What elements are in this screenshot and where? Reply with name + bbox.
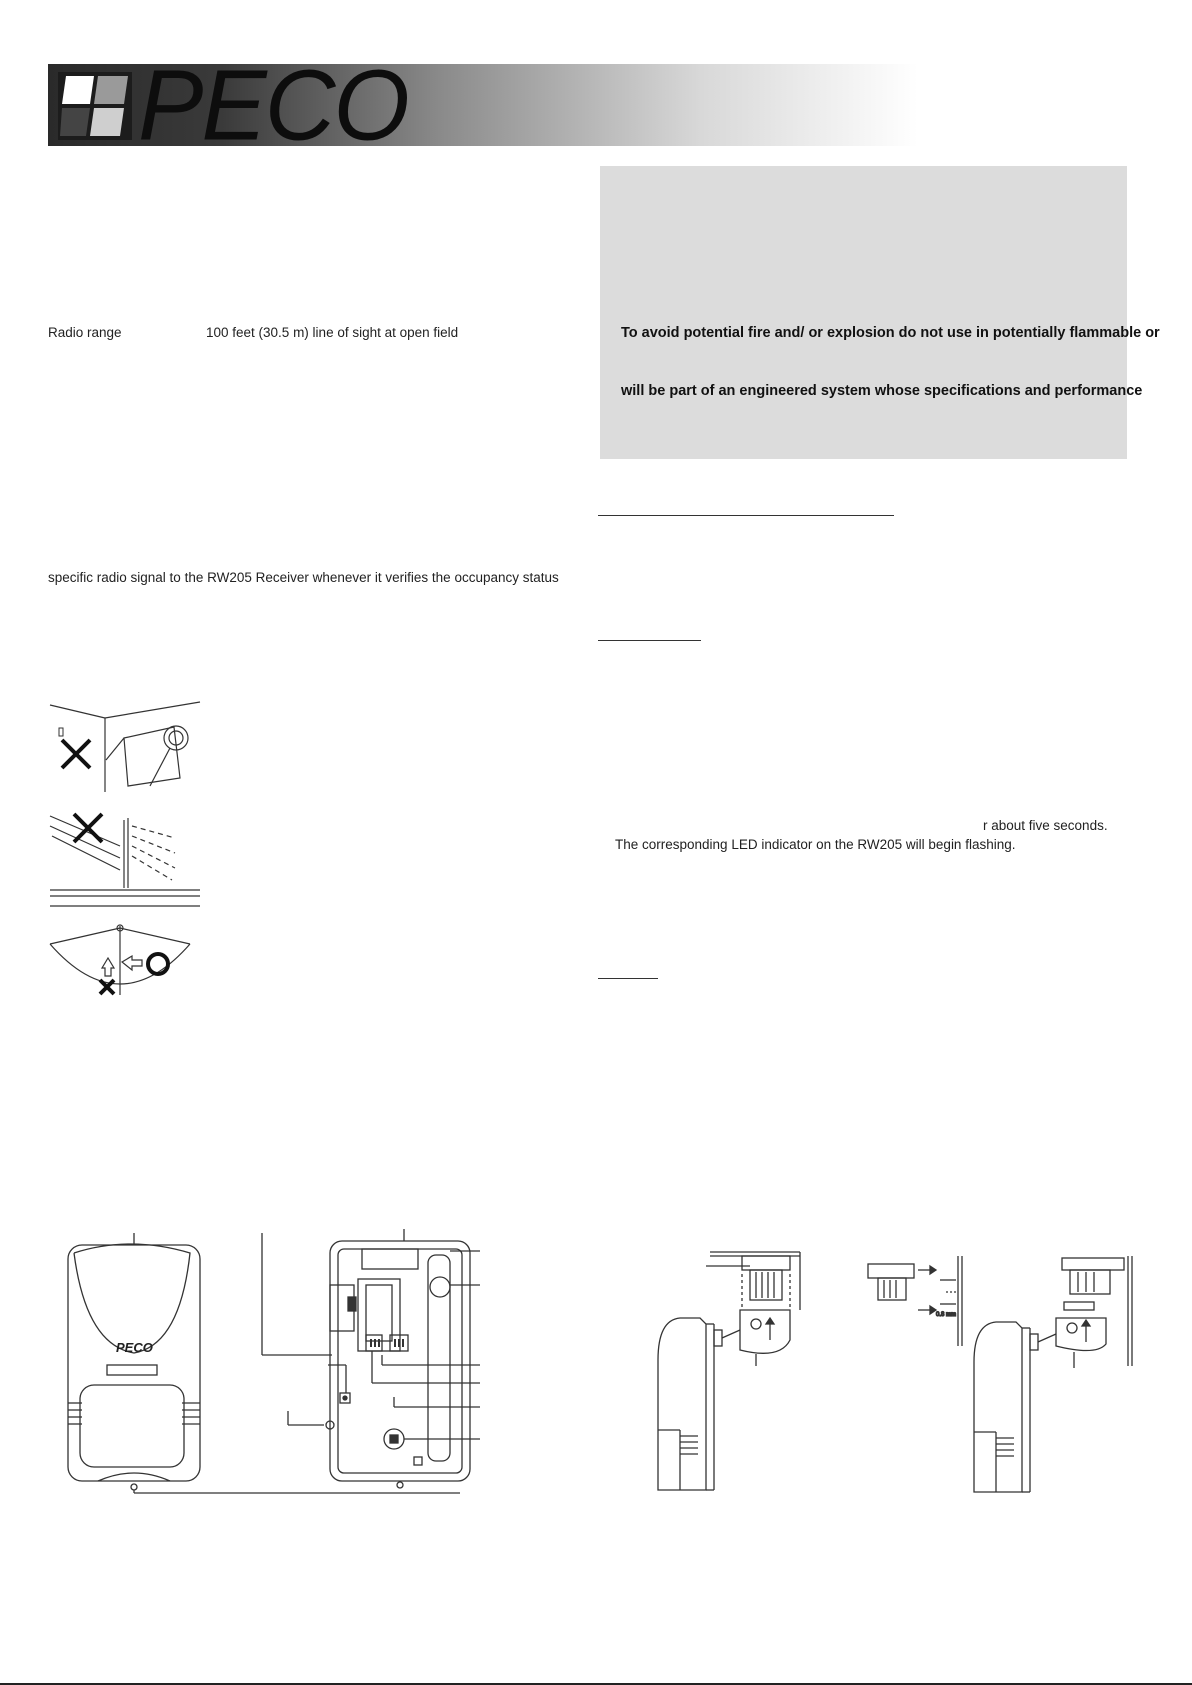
placement-figure-corner-heater	[50, 700, 202, 792]
mounting-diagram-wall	[866, 1256, 1136, 1506]
description-text: specific radio signal to the RW205 Receiver whenever it verifies the occupancy status	[48, 570, 559, 585]
section-heading-rule-1	[598, 515, 894, 516]
warning-line-1: To avoid potential fire and/ or explosion do not use in potentially flammable or	[621, 325, 1160, 341]
logo-mark-icon	[58, 72, 132, 140]
warning-box	[600, 166, 1127, 459]
brand-logo-text: PECO	[138, 48, 408, 162]
placement-figure-sunlight	[50, 808, 202, 900]
pairing-text-fragment: r about five seconds.	[983, 818, 1108, 833]
warning-line-2: will be part of an engineered system whose specifications and performance	[621, 383, 1143, 399]
mounting-diagram-ceiling	[650, 1250, 810, 1500]
pairing-led-text: The corresponding LED indicator on the RW205 will begin flashing.	[615, 837, 1016, 852]
device-diagram	[60, 1225, 480, 1515]
svg-text:0.8 mm: 0.8 mm	[936, 1312, 957, 1318]
section-heading-rule-2	[598, 640, 701, 641]
device-brand-label: PECO	[116, 1340, 153, 1355]
placement-figure-walk-direction	[50, 900, 202, 1000]
spec-value-radio-range: 100 feet (30.5 m) line of sight at open field	[206, 325, 459, 340]
section-heading-rule-3	[598, 978, 658, 979]
spec-label-radio-range: Radio range	[48, 325, 122, 340]
